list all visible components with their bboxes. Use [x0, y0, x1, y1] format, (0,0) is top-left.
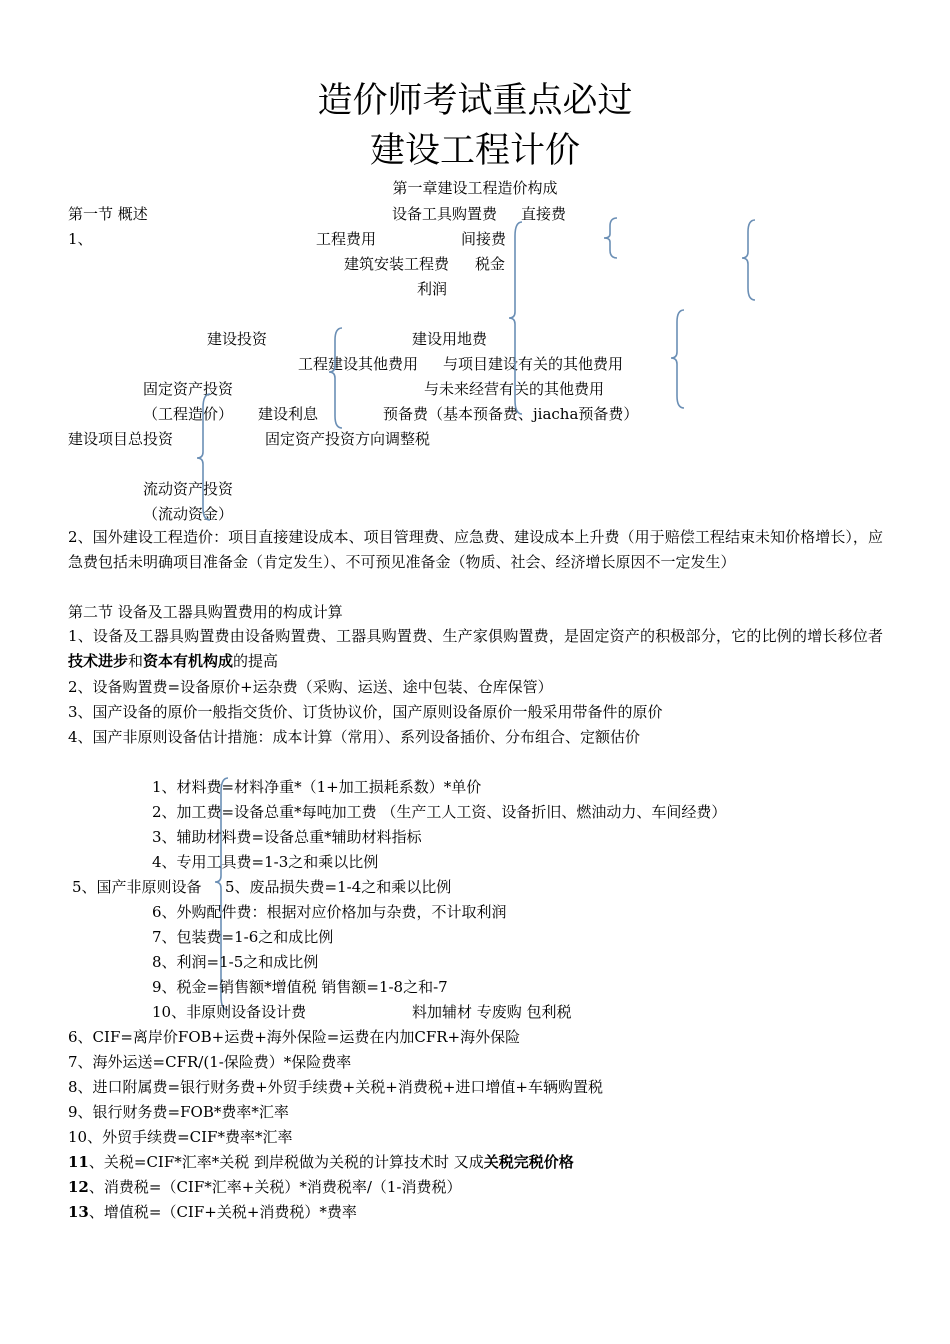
list-label: 5、国产非原则设备: [72, 878, 202, 896]
diagram-label: 工程建设其他费用: [298, 355, 419, 373]
paragraph: 2、设备购置费=设备原价+运杂费（采购、运送、途中包装、仓库保管）: [68, 678, 553, 696]
formula-line: 7、海外运送=CFR/(1-保险费）*保险费率: [68, 1053, 352, 1071]
diagram-label: 工程费用: [316, 230, 377, 248]
diagram-label: 建筑安装工程费: [344, 255, 450, 273]
brace: [329, 328, 342, 428]
diagram-label: 建设用地费: [412, 330, 488, 348]
brace: [197, 394, 210, 520]
diagram-label: 税金: [475, 255, 506, 273]
diagram-label: 直接费: [521, 205, 567, 223]
diagram-label: 固定资产投资方向调整税: [265, 430, 431, 448]
paragraph: 3、国产设备的原价一般指交货价、订货协议价，国产原则设备原价一般采用带备件的原价: [68, 703, 663, 721]
diagram-label: 与项目建设有关的其他费用: [443, 355, 624, 373]
text-run: 的提高: [233, 652, 279, 670]
formula-line: [68, 1202, 357, 1222]
brace: [742, 220, 755, 300]
diagram-label: 固定资产投资: [143, 380, 234, 398]
list-item: 5、废品损失费=1-4之和乘以比例: [225, 878, 452, 896]
brace: [509, 222, 522, 414]
list-item: 8、利润=1-5之和成比例: [152, 953, 319, 971]
diagram-label: 建设投资: [207, 330, 268, 348]
list-item: 7、包装费=1-6之和成比例: [152, 928, 334, 946]
diagram-label: 流动资产投资: [143, 480, 234, 498]
list-item: 4、专用工具费=1-3之和乘以比例: [152, 853, 379, 871]
text-run: 1、设备及工器具购置费由设备购置费、工器具购置费、生产家俱购置费，是固定资产的积极部分，它的比例的增长移位者: [68, 627, 883, 645]
diagram-label: 建设利息: [258, 405, 319, 423]
diagram-label: 建设项目总投资: [68, 430, 174, 448]
text-run: 、消费税=（CIF*汇率+关税）*消费税率/（1-消费税）: [88, 1178, 462, 1196]
bold-term: 技术进步: [68, 652, 129, 670]
brace: [604, 218, 617, 258]
list-item: 2、加工费=设备总重*每吨加工费 （生产工人工资、设备折旧、燃油动力、车间经费）: [152, 803, 727, 821]
doc-subtitle: 建设工程计价: [369, 131, 580, 171]
formula-number: 12: [68, 1178, 89, 1196]
paragraph: 4、国产非原则设备估计措施：成本计算（常用）、系列设备插价、分布组合、定额估价: [68, 728, 641, 746]
list-item: 6、外购配件费：根据对应价格加与杂费，不计取利润: [152, 903, 507, 921]
formula-line: 6、CIF=离岸价FOB+运费+海外保险=运费在内加CFR+海外保险: [68, 1028, 521, 1046]
bold-term: 关税完税价格: [483, 1153, 574, 1171]
bold-term: 资本有机构成: [143, 652, 234, 670]
text-run: 、增值税=（CIF+关税+消费税）*费率: [88, 1203, 357, 1221]
diagram-number: 1、: [68, 230, 93, 248]
section-heading: 第一节 概述: [68, 205, 148, 223]
list-item: 9、税金=销售额*增值税 销售额=1-8之和-7: [152, 978, 448, 996]
mnemonic-note: 料加辅材 专废购 包利税: [412, 1003, 572, 1021]
brace: [671, 310, 684, 408]
chapter-heading: 第一章建设工程造价构成: [392, 179, 558, 197]
diagram-label: 设备工具购置费: [392, 205, 498, 223]
text-run: 和: [128, 652, 144, 670]
formula-line: 10、外贸手续费=CIF*费率*汇率: [68, 1128, 293, 1146]
section-heading: 第二节 设备及工器具购置费用的构成计算: [68, 603, 343, 621]
diagram-label: 间接费: [461, 230, 507, 248]
paragraph: [68, 624, 883, 674]
diagram-label: （流动资金）: [143, 505, 234, 523]
diagram-label: 利润: [417, 280, 448, 298]
formula-number: 13: [68, 1203, 89, 1221]
doc-title: 造价师考试重点必过: [317, 81, 633, 121]
formula-line: [68, 1177, 462, 1197]
formula-line: [68, 1152, 574, 1172]
formula-line: 8、进口附属费=银行财务费+外贸手续费+关税+消费税+进口增值+车辆购置税: [68, 1078, 603, 1096]
diagram-label: （工程造价）: [143, 405, 234, 423]
paragraph: 2、国外建设工程造价：项目直接建设成本、项目管理费、应急费、建设成本上升费（用于赔偿工程结束未知价格增长），应急费包括未明确项目准备金（肯定发生）、不可预见准备金（物质、社会、经济增长原因不一定发生）: [68, 528, 883, 571]
list-item: 3、辅助材料费=设备总重*辅助材料指标: [152, 828, 422, 846]
list-item: 10、非原则设备设计费: [152, 1003, 307, 1021]
diagram-label: 与未来经营有关的其他费用: [424, 380, 605, 398]
formula-number: 11: [68, 1153, 89, 1171]
diagram-label: 预备费（基本预备费、jiacha预备费）: [383, 405, 639, 423]
text-run: 、关税=CIF*汇率*关税 到岸税做为关税的计算技术时 又成: [88, 1153, 484, 1171]
formula-line: 9、银行财务费=FOB*费率*汇率: [68, 1103, 289, 1121]
list-item: 1、材料费=材料净重*（1+加工损耗系数）*单价: [152, 778, 482, 796]
